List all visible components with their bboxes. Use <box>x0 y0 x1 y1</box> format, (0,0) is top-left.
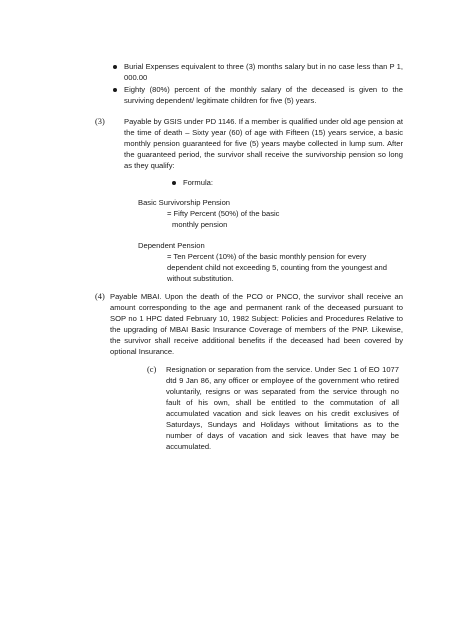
item-number-c: (c) <box>147 365 157 374</box>
item-4-text: Payable MBAI. Upon the death of the PCO or PNCO, the survivor shall receive an amount corresponding to the age and permanent rank of the deceased pursuant to SOP no 1 HPC dated February 10, 1982 Subject: Policies and Procedures Relative to the upgrading of MBAI Basic Insurance Coverage of members of the PNP. Likewise, the survivor shall receive additional benefits if the deceased had been covered by optional Insurance. <box>110 292 403 356</box>
bullet-dot-icon <box>172 181 176 185</box>
item-c-text: Resignation or separation from the service. Under Sec 1 of EO 1077 dtd 9 Jan 86, any officer or employee of the government who retired voluntarily, resigns or was separated from the service through no fault of his own, shall be entitled to the commutation of all accumulated vacation and sick leaves on his credit exclusives of Saturdays, Sundays and Holidays without limitations as to the number of days of vacation and sick leaves that have may be accumulated. <box>166 365 399 451</box>
basic-pension-line1: = Fifty Percent (50%) of the basic <box>167 209 280 218</box>
dependent-pension-title: Dependent Pension <box>138 241 205 250</box>
bullet-text: Eighty (80%) percent of the monthly salary of the deceased is given to the surviving dependent/ legitimate children for five (5) years. <box>124 85 403 105</box>
bullet-dot-icon <box>113 88 117 92</box>
formula-label: Formula: <box>183 178 213 187</box>
bullet-dot-icon <box>113 65 117 69</box>
bullet-text: Burial Expenses equivalent to three (3) months salary but in no case less than P 1, 000.00 <box>124 62 403 82</box>
item-number-3: (3) <box>95 117 105 126</box>
item-3-text: Payable by GSIS under PD 1146. If a member is qualified under old age pension at the time of death – Sixty year (60) of age with Fifteen (15) years service, a basic monthly pension guaranteed for five (5) years maybe collected in lump sum. After the guaranteed period, the survivor shall receive the survivorship pension so long as they qualify: <box>124 117 403 170</box>
basic-pension-line2: monthly pension <box>172 220 228 229</box>
item-number-4: (4) <box>95 292 105 301</box>
basic-pension-title: Basic Survivorship Pension <box>138 198 231 207</box>
dependent-pension-text: = Ten Percent (10%) of the basic monthly pension for every dependent child not exceeding 5, counting from the youngest and without substitution. <box>167 252 387 283</box>
